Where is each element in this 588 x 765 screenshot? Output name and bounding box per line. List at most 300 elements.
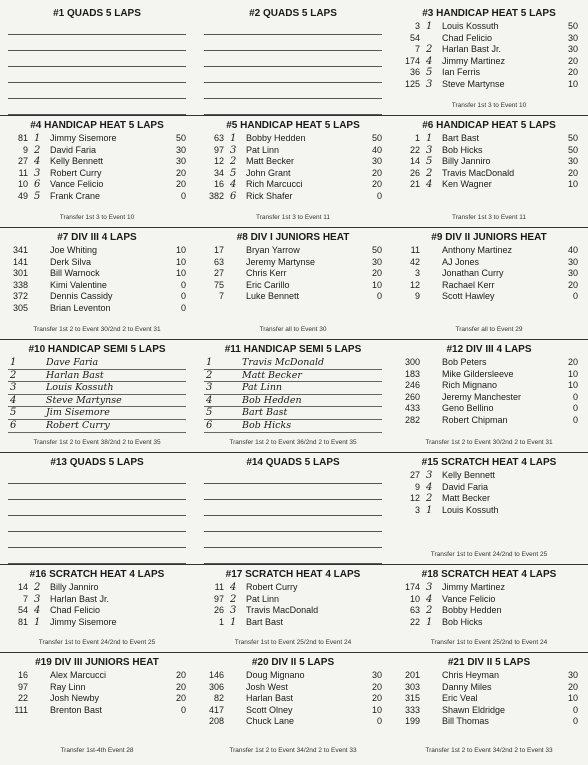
rider-name: Dave Faria [46, 357, 99, 368]
rider-number: 174 [404, 55, 420, 66]
event-title: #5 HANDICAP HEAT 5 LAPS [226, 120, 360, 131]
rider-name: Bart Bast [442, 133, 480, 143]
rider-number: 82 [213, 693, 224, 704]
entry-row [396, 392, 582, 404]
event-block-e20 [200, 657, 386, 759]
entry-row [396, 79, 582, 91]
entry-row [396, 493, 582, 505]
entry-row [200, 594, 386, 606]
finish-position: 5 [230, 167, 237, 179]
row-divider [0, 564, 588, 565]
rider-number: 75 [213, 279, 224, 290]
blank-entry-line [8, 71, 186, 83]
rider-number: 246 [404, 380, 420, 391]
entry-row [4, 682, 190, 694]
points: 30 [567, 156, 578, 167]
finish-position: 2 [426, 493, 433, 505]
points: 30 [567, 32, 578, 43]
entry-row [396, 415, 582, 427]
points: 10 [567, 693, 578, 704]
rider-name: Harlan Bast [46, 369, 104, 381]
rider-number: 3 [414, 21, 420, 31]
row-divider [0, 652, 588, 653]
entry-row [396, 145, 582, 157]
row-divider [0, 115, 588, 116]
rider-number: 12 [213, 156, 224, 167]
rider-number: 97 [17, 681, 28, 692]
entry-row [396, 705, 582, 717]
rider-number: 14 [17, 582, 28, 592]
rider-name: Scott Hawley [442, 291, 495, 302]
entry-row [4, 582, 190, 594]
rider-number: 26 [213, 605, 224, 616]
rider-number: 141 [12, 256, 28, 267]
rider-name: Travis MacDonald [442, 167, 515, 178]
finish-position: 2 [426, 605, 433, 617]
blank-entry-line [8, 488, 186, 500]
handwritten-entry [8, 382, 186, 395]
blank-entry-line [204, 504, 382, 516]
finish-position: 1 [426, 133, 433, 144]
rider-number: 63 [213, 133, 224, 143]
event-block-e21 [396, 657, 582, 759]
event-title: #19 DIV III JUNIORS HEAT [35, 657, 159, 668]
entry-row [396, 44, 582, 56]
rider-number: 16 [17, 670, 28, 680]
entry-list [396, 470, 582, 516]
points: 30 [567, 670, 578, 680]
entry-list [200, 21, 386, 115]
points: 10 [567, 380, 578, 391]
entry-row [200, 133, 386, 145]
entry-row [396, 682, 582, 694]
event-title: #20 DIV II 5 LAPS [251, 657, 335, 668]
rider-name: Pat Linn [246, 593, 280, 604]
points: 20 [567, 55, 578, 66]
points: 30 [371, 256, 382, 267]
rider-name: Robert Curry [50, 167, 102, 178]
rider-name: Bart Bast [246, 616, 284, 627]
transfer-note: Transfer 1st 3 to Event 10 [59, 214, 135, 221]
rider-name: Kelly Bennett [50, 156, 104, 167]
entry-list [200, 245, 386, 303]
finish-position: 1 [10, 357, 17, 368]
rider-name: Luke Bennett [246, 291, 300, 302]
rider-number: 1 [414, 133, 420, 143]
blank-entry-line [204, 520, 382, 532]
entry-list [4, 357, 190, 433]
finish-position: 2 [206, 369, 213, 381]
transfer-note: Transfer 1st to Event 25/2nd to Event 24 [234, 639, 352, 646]
rider-name: Doug Mignano [246, 670, 305, 680]
points: 10 [371, 279, 382, 290]
rider-name: Jimmy Sisemore [50, 133, 117, 143]
points: 50 [567, 133, 578, 143]
rider-number: 111 [14, 704, 28, 715]
rider-number: 341 [12, 245, 28, 255]
entry-row [396, 670, 582, 682]
rider-number: 146 [208, 670, 224, 680]
event-block-e6 [396, 120, 582, 226]
rider-name: Brian Leventon [50, 302, 111, 313]
points: 50 [371, 245, 382, 255]
handwritten-entry [204, 382, 382, 395]
transfer-note: Transfer 1st 3 to Event 11 [451, 214, 527, 221]
rider-name: Bob Hicks [242, 419, 292, 431]
entry-row [4, 168, 190, 180]
blank-entry-line [8, 39, 186, 51]
entry-row [200, 268, 386, 280]
transfer-note: Transfer 1st-4th Event 28 [60, 747, 134, 754]
rider-name: Alex Marcucci [50, 670, 107, 680]
rider-name: Brenton Bast [50, 704, 103, 715]
blank-entry-line [204, 87, 382, 99]
finish-position: 3 [206, 382, 213, 394]
event-title: #8 DIV I JUNIORS HEAT [236, 232, 350, 243]
row-divider [0, 452, 588, 453]
row-divider [0, 339, 588, 340]
rider-name: Kimi Valentine [50, 279, 107, 290]
entry-row [396, 21, 582, 33]
event-block-e11 [200, 344, 386, 451]
rider-name: Jim Sisemore [46, 407, 110, 419]
rider-number: 417 [208, 704, 224, 715]
entry-list [200, 357, 386, 433]
entry-list [4, 582, 190, 628]
rider-number: 10 [17, 179, 28, 190]
points: 20 [371, 268, 382, 279]
points: 0 [180, 190, 186, 201]
points: 20 [371, 681, 382, 692]
blank-entry-line [8, 536, 186, 548]
finish-position: 3 [10, 382, 17, 394]
event-block-e16 [4, 569, 190, 651]
blank-entry-line [8, 103, 186, 115]
points: 40 [567, 245, 578, 255]
entry-row [4, 245, 190, 257]
rider-name: Chuck Lane [246, 716, 295, 727]
rider-name: Robert Chipman [442, 414, 508, 425]
rider-number: 81 [17, 616, 28, 627]
finish-position: 6 [206, 419, 213, 431]
event-block-e10 [4, 344, 190, 451]
rider-number: 9 [22, 144, 28, 155]
transfer-note: Transfer 1st 2 to Event 36/2nd 2 to Event 35 [229, 439, 357, 446]
transfer-note: Transfer all to Event 30 [259, 326, 327, 333]
entry-list [4, 21, 190, 115]
finish-position: 5 [10, 407, 17, 419]
entry-list [396, 21, 582, 91]
entry-row [4, 133, 190, 145]
rider-number: 21 [409, 179, 420, 190]
finish-position: 2 [230, 593, 237, 605]
rider-number: 260 [404, 391, 420, 402]
event-block-e12 [396, 344, 582, 451]
entry-row [396, 605, 582, 617]
rider-number: 301 [12, 268, 28, 279]
rider-name: Pat Linn [246, 144, 280, 155]
rider-number: 27 [409, 470, 420, 480]
entry-row [396, 594, 582, 606]
rider-name: Eric Carillo [246, 279, 290, 290]
finish-position: 4 [206, 394, 213, 406]
points: 10 [175, 256, 186, 267]
finish-position: 2 [10, 369, 17, 381]
rider-number: 3 [414, 504, 420, 515]
points: 20 [567, 279, 578, 290]
rider-number: 81 [17, 133, 28, 143]
entry-list [4, 670, 190, 716]
finish-position: 3 [426, 470, 433, 481]
rider-name: Robert Curry [46, 419, 110, 431]
entry-row [396, 133, 582, 145]
rider-name: Bill Thomas [442, 716, 489, 727]
entry-row [396, 482, 582, 494]
entry-row [200, 716, 386, 728]
finish-position: 5 [426, 156, 433, 168]
rider-number: 199 [404, 716, 420, 727]
rider-number: 63 [213, 256, 224, 267]
points: 0 [572, 704, 578, 715]
event-block-e15 [396, 457, 582, 563]
finish-position: 2 [34, 582, 41, 593]
entry-row [396, 56, 582, 68]
rider-number: 10 [409, 593, 420, 604]
finish-position: 2 [230, 156, 237, 168]
entry-row [4, 594, 190, 606]
event-block-e4 [4, 120, 190, 226]
transfer-note: Transfer 1st 3 to Event 10 [451, 102, 527, 109]
entry-list [200, 670, 386, 728]
points: 40 [371, 144, 382, 155]
blank-entry-line [204, 103, 382, 115]
rider-number: 42 [409, 256, 420, 267]
blank-entry-line [8, 87, 186, 99]
rider-number: 333 [404, 704, 420, 715]
finish-position: 6 [34, 179, 41, 191]
points: 10 [175, 268, 186, 279]
entry-row [396, 380, 582, 392]
rider-name: Bobby Hedden [442, 605, 502, 616]
entry-row [4, 145, 190, 157]
handwritten-entry [8, 407, 186, 420]
entry-list [396, 133, 582, 191]
rider-name: Rachael Kerr [442, 279, 495, 290]
points: 0 [572, 716, 578, 727]
rider-name: Louis Kossuth [442, 21, 499, 31]
finish-position: 2 [426, 44, 433, 56]
points: 20 [371, 167, 382, 178]
entry-row [396, 33, 582, 45]
event-title: #14 QUADS 5 LAPS [246, 457, 340, 468]
rider-name: Dennis Cassidy [50, 291, 113, 302]
event-title: #9 DIV II JUNIORS HEAT [431, 232, 547, 243]
finish-position: 1 [230, 616, 237, 628]
points: 50 [567, 144, 578, 155]
event-title: #7 DIV III 4 LAPS [57, 232, 137, 243]
event-title: #3 HANDICAP HEAT 5 LAPS [422, 8, 556, 19]
rider-number: 433 [404, 403, 420, 414]
blank-entry-line [8, 552, 186, 564]
entry-list [200, 470, 386, 564]
rider-name: David Faria [442, 481, 489, 492]
rider-number: 208 [208, 716, 224, 727]
finish-position: 4 [230, 582, 237, 593]
rider-name: Jonathan Curry [442, 268, 504, 279]
points: 30 [567, 256, 578, 267]
event-block-e1 [4, 8, 190, 114]
entry-row [396, 291, 582, 303]
entry-row [396, 403, 582, 415]
blank-entry-line [8, 472, 186, 484]
entry-row [200, 245, 386, 257]
entry-row [4, 617, 190, 629]
points: 0 [376, 716, 382, 727]
rider-number: 201 [404, 670, 420, 680]
blank-entry-line [204, 536, 382, 548]
rider-number: 338 [12, 279, 28, 290]
event-block-e19 [4, 657, 190, 759]
entry-row [396, 179, 582, 191]
rider-number: 303 [404, 681, 420, 692]
rider-number: 382 [208, 190, 224, 201]
points: 0 [180, 704, 186, 715]
handwritten-entry [204, 407, 382, 420]
points: 30 [371, 670, 382, 680]
transfer-note: Transfer 1st to Event 24/2nd to Event 25 [38, 639, 156, 646]
entry-list [396, 245, 582, 303]
rider-number: 174 [404, 582, 420, 592]
rider-name: Louis Kossuth [442, 504, 499, 515]
rider-number: 54 [17, 605, 28, 616]
rider-number: 22 [409, 616, 420, 627]
entry-row [4, 670, 190, 682]
finish-position: 1 [426, 616, 433, 628]
rider-number: 97 [213, 593, 224, 604]
rider-number: 7 [218, 291, 224, 302]
entry-row [4, 257, 190, 269]
rider-name: Scott Olney [246, 704, 293, 715]
rider-name: Bob Hicks [442, 144, 483, 155]
points: 30 [175, 144, 186, 155]
finish-position: 5 [34, 190, 41, 202]
entry-list [200, 133, 386, 203]
rider-name: Danny Miles [442, 681, 492, 692]
entry-row [4, 705, 190, 717]
handwritten-entry [8, 395, 186, 408]
rider-number: 12 [409, 279, 420, 290]
transfer-note: Transfer 1st to Event 25/2nd to Event 24 [430, 639, 548, 646]
handwritten-entry [204, 370, 382, 383]
handwritten-entry [204, 357, 382, 370]
finish-position: 4 [34, 605, 41, 617]
finish-position: 6 [10, 419, 17, 431]
entry-row [396, 156, 582, 168]
finish-position: 3 [426, 78, 433, 90]
rider-number: 22 [409, 144, 420, 155]
entry-row [396, 257, 582, 269]
entry-row [396, 369, 582, 381]
finish-position: 1 [230, 133, 237, 144]
finish-position: 2 [426, 167, 433, 179]
points: 20 [567, 681, 578, 692]
points: 30 [371, 156, 382, 167]
event-title: #12 DIV III 4 LAPS [446, 344, 532, 355]
rider-name: Bill Warnock [50, 268, 100, 279]
entry-row [200, 156, 386, 168]
entry-row [200, 670, 386, 682]
points: 20 [371, 179, 382, 190]
handwritten-entry [8, 370, 186, 383]
rider-number: 49 [17, 190, 28, 201]
entry-row [396, 505, 582, 517]
rider-number: 11 [214, 582, 224, 592]
entry-row [4, 291, 190, 303]
finish-position: 5 [206, 407, 213, 419]
entry-row [4, 191, 190, 203]
rider-number: 26 [409, 167, 420, 178]
rider-number: 27 [213, 268, 224, 279]
transfer-note: Transfer 1st to Event 24/2nd to Event 25 [430, 551, 548, 558]
entry-row [4, 268, 190, 280]
rider-name: Vance Felicio [50, 179, 104, 190]
blank-entry-line [204, 488, 382, 500]
entry-row [396, 168, 582, 180]
finish-position: 4 [426, 481, 433, 493]
event-block-e2 [200, 8, 386, 114]
rider-number: 282 [404, 414, 420, 425]
points: 10 [371, 704, 382, 715]
event-title: #18 SCRATCH HEAT 4 LAPS [421, 569, 557, 580]
transfer-note: Transfer 1st 2 to Event 34/2nd 2 to Event 33 [425, 747, 553, 754]
finish-position: 2 [34, 144, 41, 156]
rider-name: Bart Bast [242, 407, 288, 419]
entry-list [4, 470, 190, 564]
rider-name: Matt Becker [442, 493, 491, 504]
rider-number: 183 [404, 368, 420, 379]
rider-name: Mike Gildersleeve [442, 368, 514, 379]
rider-number: 300 [404, 357, 420, 367]
finish-position: 4 [230, 179, 237, 191]
entry-row [4, 280, 190, 292]
rider-number: 63 [409, 605, 420, 616]
rider-number: 1 [218, 616, 224, 627]
finish-position: 1 [426, 504, 433, 516]
entry-row [4, 605, 190, 617]
entry-row [4, 179, 190, 191]
event-title: #15 SCRATCH HEAT 4 LAPS [421, 457, 557, 468]
rider-name: Josh Newby [50, 693, 100, 704]
event-title: #4 HANDICAP HEAT 5 LAPS [30, 120, 164, 131]
finish-position: 5 [426, 67, 433, 79]
points: 20 [175, 179, 186, 190]
rider-name: Louis Kossuth [46, 382, 114, 394]
entry-row [396, 470, 582, 482]
finish-position: 4 [426, 593, 433, 605]
rider-number: 36 [409, 67, 420, 78]
rider-number: 7 [22, 593, 28, 604]
points: 10 [567, 368, 578, 379]
rider-name: Kelly Bennett [442, 470, 496, 480]
rider-name: Steve Martynse [442, 78, 505, 89]
event-block-e9 [396, 232, 582, 338]
rider-name: Harlan Bast Jr. [50, 593, 110, 604]
finish-position: 3 [34, 167, 41, 179]
rider-name: AJ Jones [442, 256, 480, 267]
finish-position: 3 [230, 144, 237, 156]
rider-number: 125 [404, 78, 420, 89]
rider-number: 305 [12, 302, 28, 313]
